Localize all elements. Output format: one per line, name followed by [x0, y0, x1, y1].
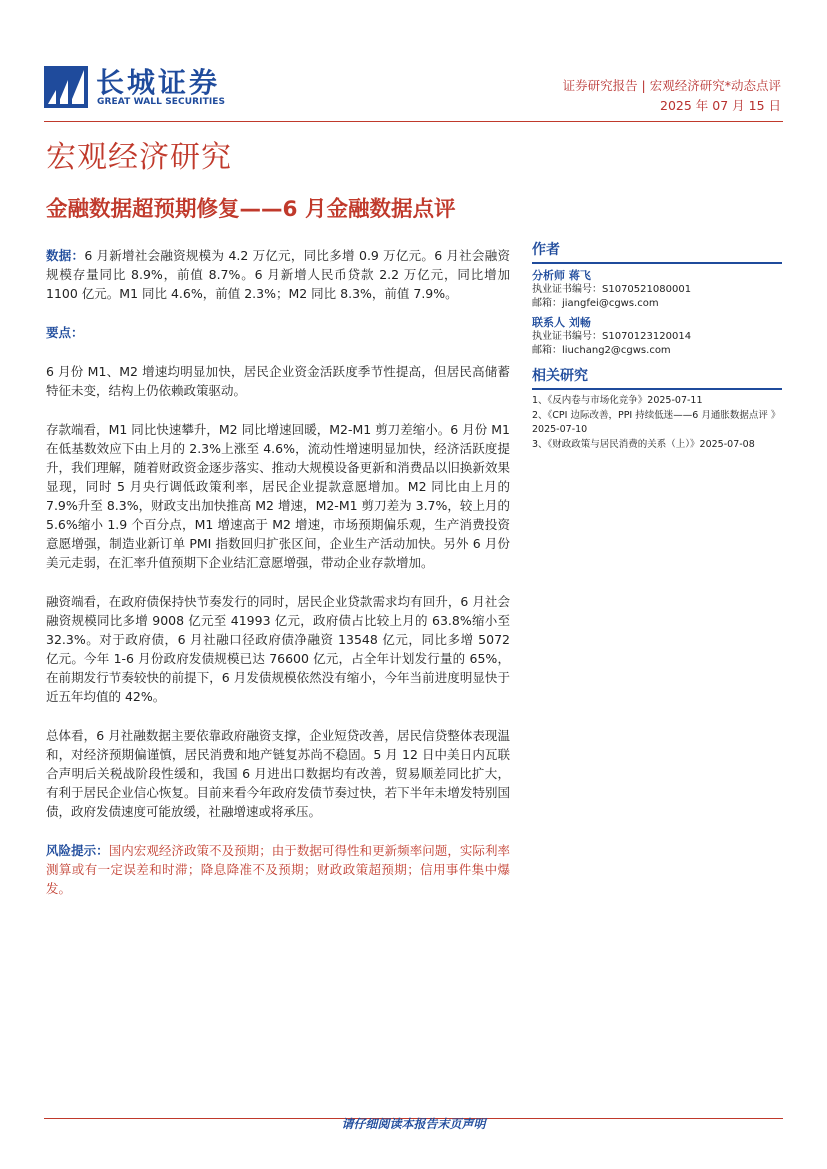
- data-text: 6 月新增社会融资规模为 4.2 万亿元，同比多增 0.9 万亿元。6 月社会融资规模存量同比 8.9%，前值 8.7%。6 月新增人民币贷款 2.2 万亿元，同比增加 1100 亿元。M1 同比 4.6%，前值 2.3%；M2 同比 8.3%，前值 7.9%。: [46, 248, 510, 301]
- contact-license: 执业证书编号：S1070123120014: [532, 331, 692, 342]
- contact-email[interactable]: 邮箱：liuchang2@cgws.com: [532, 345, 671, 356]
- paragraph-overall: 总体看，6 月社融数据主要依靠政府融资支撑，企业短贷改善，居民信贷整体表现温和，对经济预期偏谨慎，居民消费和地产链复苏尚不稳固。5 月 12 日中美日内瓦联合声明后关税战阶段性缓和，我国 6 月进出口数据均有改善，贸易顺差同比扩大，有利于居民企业信心恢复。目前来看今年政府发债节奏过快，若下半年未增发特别国债，政府发债速度可能放缓，社融增速或将承压。: [46, 728, 510, 819]
- great-wall-logo-icon: [44, 66, 88, 108]
- authors-heading: 作者: [532, 240, 782, 264]
- contact-name: 联系人 刘畅: [532, 316, 591, 329]
- main-content: [46, 246, 510, 898]
- related-item[interactable]: 2、《CPI 边际改善，PPI 持续低迷——6 月通胀数据点评 》2025-07-10: [532, 410, 781, 435]
- data-paragraph: [46, 246, 510, 303]
- related-item[interactable]: 3、《财政政策与居民消费的关系（上）》2025-07-08: [532, 439, 755, 450]
- key-points-label: 要点：: [46, 325, 84, 340]
- related-research-list: [532, 394, 782, 452]
- risk-paragraph: [46, 841, 510, 898]
- related-research-heading: 相关研究: [532, 366, 782, 390]
- data-label: 数据：: [46, 248, 85, 263]
- analyst-name: 分析师 蒋飞: [532, 269, 591, 282]
- section-title: 宏观经济研究: [46, 140, 232, 175]
- paragraph-deposit: 存款端看，M1 同比快速攀升，M2 同比增速回暖，M2-M1 剪刀差缩小。6 月份 M1 在低基数效应下由上月的 2.3%上涨至 4.6%，流动性增速明显加快，经济活跃度提升，我们理解，随着财政资金逐步落实、推动大规模设备更新和消费品以旧换新效果显现，同时 5 月央行调低政策利率，居民企业提款意愿增加。M2 同比由上月的 7.9%升至 8.3%，财政支出加快推高 M2 增速，M2-M1 剪刀差为 3.7%，较上月的 5.6%缩小 1.9 个百分点，M1 增速高于 M2 增速，市场预期偏乐观，生产消费投资意愿增强，制造业新订单 PMI 指数回归扩张区间，企业生产活动加快。另外 6 月份美元走弱，在汇率升值预期下企业结汇意愿增强，带动企业存款增加。: [46, 422, 510, 570]
- risk-label: 风险提示：: [46, 843, 109, 858]
- header-divider: [44, 121, 783, 122]
- risk-text: 国内宏观经济政策不及预期；由于数据可得性和更新频率问题，实际利率测算或有一定误差和时滞；降息降准不及预期；财政政策超预期；信用事件集中爆发。: [46, 843, 510, 896]
- related-item[interactable]: 1、《反内卷与市场化竞争》2025-07-11: [532, 395, 703, 406]
- sidebar: [532, 240, 782, 453]
- report-title: 金融数据超预期修复——6 月金融数据点评: [46, 197, 456, 222]
- company-logo: [44, 66, 244, 108]
- analyst-license: 执业证书编号：S1070521080001: [532, 284, 692, 295]
- paragraph-financing: 融资端看，在政府债保持快节奏发行的同时，居民企业贷款需求均有回升，6 月社会融资规模同比多增 9008 亿元至 41993 亿元，政府债占比较上月的 63.8%缩小至 32.3%。对于政府债，6 月社融口径政府债净融资 13548 亿元，同比多增 5072 亿元。今年 1-6 月份政府发债规模已达 76600 亿元，占全年计划发行量的 65%，在前期发行节奏较快的前提下，6 月发债规模依然没有缩小，今年当前进度明显快于近五年均值的 42%。: [46, 594, 510, 704]
- report-category: 证券研究报告 | 宏观经济研究*动态点评: [562, 78, 781, 93]
- paragraph-summary: 6 月份 M1、M2 增速均明显加快，居民企业资金活跃度季节性提高，但居民高储蓄特征未变，结构上仍依赖政策驱动。: [46, 364, 510, 398]
- logo-english-name: GREAT WALL SECURITIES: [97, 97, 226, 107]
- report-date: 2025 年 07 月 15 日: [660, 98, 781, 113]
- footer-disclaimer: 请仔细阅读本报告末页声明: [341, 1117, 486, 1131]
- logo-chinese-name: 长城证券: [96, 66, 221, 99]
- analyst-email[interactable]: 邮箱：jiangfei@cgws.com: [532, 298, 659, 309]
- report-meta: [563, 76, 781, 116]
